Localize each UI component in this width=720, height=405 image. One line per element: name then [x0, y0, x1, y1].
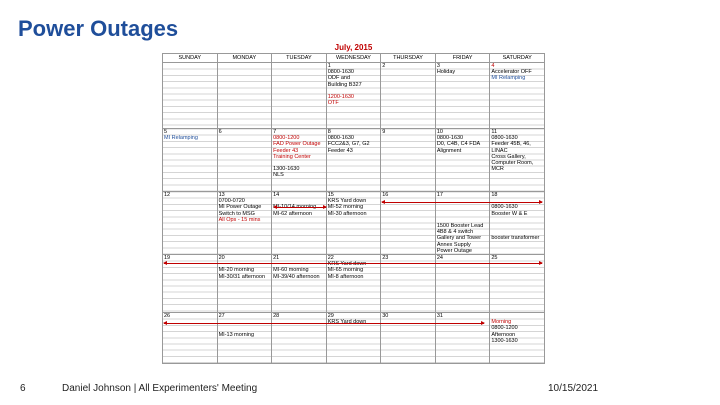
calendar-event: MI-39/40 afternoon	[273, 273, 320, 280]
week-row	[163, 63, 545, 129]
day-cell	[272, 192, 327, 255]
day-number: 22	[327, 255, 334, 262]
day-number: 10	[436, 129, 443, 135]
calendar-event: KRS Yard down	[327, 198, 367, 205]
day-header: MONDAY	[217, 54, 272, 63]
day-header: WEDNESDAY	[326, 54, 381, 63]
calendar-event: 1300-1630	[273, 166, 300, 173]
day-cell	[217, 192, 272, 255]
calendar-event: Training Center	[273, 153, 311, 160]
calendar-event: 0800-1630	[436, 135, 464, 142]
footer-date: 10/15/2021	[548, 383, 599, 394]
week-row	[163, 129, 545, 192]
day-cell	[163, 129, 218, 192]
calendar-event: Accelerator OFF	[491, 69, 532, 76]
calendar-event: NLS	[273, 172, 284, 179]
calendar-event: Booster W & E	[491, 210, 528, 217]
calendar-event: 0700-0720	[218, 198, 245, 205]
day-number: 23	[382, 255, 389, 262]
calendar-event: MI-30 afternoon	[327, 210, 367, 217]
day-cell	[381, 129, 436, 192]
calendar-event: Morning	[491, 319, 512, 326]
day-cell	[490, 192, 545, 255]
day-cell	[381, 192, 436, 255]
calendar-event: KRS Yard down	[327, 261, 367, 268]
calendar-event: KRS Yard down	[327, 319, 367, 326]
day-cell	[163, 313, 218, 364]
calendar-event: Afternoon	[491, 331, 516, 338]
day-cell	[381, 63, 436, 129]
outage-span-arrow	[274, 207, 326, 208]
day-header-row	[163, 54, 545, 63]
page-number: 6	[20, 383, 26, 394]
calendar-event: MI-52 morning	[327, 204, 364, 211]
calendar-event: Cross Gallery,	[491, 153, 526, 160]
day-header: TUESDAY	[272, 54, 327, 63]
day-number	[273, 63, 325, 69]
calendar-event: 0800-1200	[491, 325, 518, 332]
day-number: 20	[218, 255, 225, 262]
day-cell	[490, 313, 545, 364]
day-number: 15	[327, 192, 334, 198]
day-number: 11	[491, 129, 498, 135]
calendar-event: MI-60 morning	[273, 267, 309, 274]
calendar-event: MI Power Outage	[218, 204, 262, 211]
day-number: 13	[218, 192, 225, 198]
day-number: 28	[273, 313, 280, 320]
calendar-event: MCR	[491, 166, 504, 173]
day-number: 1	[327, 63, 331, 69]
day-header: THURSDAY	[381, 54, 436, 63]
day-number: 3	[436, 63, 440, 69]
day-cell	[163, 192, 218, 255]
calendar-event: 1300-1630	[491, 337, 518, 344]
day-header: FRIDAY	[435, 54, 490, 63]
day-cell	[326, 63, 381, 129]
outage-span-arrow	[164, 263, 542, 264]
calendar-event: MI-62 afternoon	[273, 210, 312, 217]
calendar-event: 0800-1630	[327, 69, 354, 76]
calendar-event: Computer Room,	[491, 160, 534, 167]
calendar-event: MI-30/31 afternoon	[218, 273, 266, 280]
footer-presenter: Daniel Johnson | All Experimenters' Meeting	[62, 383, 258, 394]
day-cell	[490, 129, 545, 192]
day-cell	[326, 129, 381, 192]
calendar-event: All Ops - 15 mins	[218, 216, 261, 223]
day-number: 25	[491, 255, 498, 262]
day-number: 26	[164, 313, 171, 320]
calendar-event: FCC2&3, G7, G2	[327, 141, 370, 148]
calendar-event: Gallery and Tower Annex Supply	[436, 235, 482, 248]
day-cell	[272, 129, 327, 192]
calendar-event: MI-8 afternoon	[327, 273, 364, 280]
outage-span-arrow	[382, 202, 542, 203]
page-title: Power Outages	[18, 16, 179, 41]
day-number: 14	[273, 192, 280, 198]
day-cell	[435, 192, 490, 255]
calendar-event: MI-13 morning	[218, 331, 255, 338]
day-number: 19	[164, 255, 171, 262]
calendar-event: MI Relamping	[164, 135, 198, 142]
calendar-event: ODF and	[327, 75, 351, 82]
calendar-event: Alignment	[436, 147, 462, 154]
calendar-event: Building B327	[327, 81, 362, 88]
calendar-event: 0800-1630	[327, 135, 354, 142]
calendar-event: 0800-1630	[491, 135, 518, 142]
calendar-event: 0800-1200	[273, 135, 300, 142]
day-number: 30	[382, 313, 389, 320]
calendar-event: Feeder 45B, 46, LINAC	[491, 141, 531, 154]
day-cell	[163, 63, 218, 129]
calendar-event: MI Relamping	[491, 75, 526, 82]
calendar-event: Feeder 43	[327, 147, 353, 154]
calendar-event: D0, C4B, C4 FDA	[436, 141, 481, 148]
calendar-event: Holiday	[436, 69, 456, 76]
calendar-event: MI-65 morning	[327, 267, 364, 274]
day-number	[219, 63, 271, 69]
calendar-event: OTF	[327, 100, 339, 107]
calendar-event: booster transformer	[491, 235, 540, 242]
calendar-event: FAD Power Outage	[273, 141, 321, 148]
day-number: 7	[273, 129, 277, 135]
day-number	[164, 63, 216, 69]
day-number: 12	[164, 192, 171, 198]
day-number: 17	[436, 192, 443, 198]
day-number: 18	[491, 192, 498, 198]
day-header: SATURDAY	[490, 54, 545, 63]
day-number: 24	[436, 255, 443, 262]
day-cell	[490, 63, 545, 129]
day-header: SUNDAY	[163, 54, 218, 63]
calendar-event: 0800-1630	[491, 204, 518, 211]
day-cell	[435, 129, 490, 192]
day-cell	[272, 313, 327, 364]
day-number: 6	[218, 129, 222, 135]
outage-span-arrow	[164, 323, 484, 324]
day-number: 27	[218, 313, 225, 320]
day-number: 4	[491, 63, 495, 69]
day-number: 21	[273, 255, 280, 262]
day-cell	[326, 313, 381, 364]
day-number: 9	[382, 129, 386, 135]
calendar-event: Power Outage	[436, 247, 472, 254]
week-row	[163, 313, 545, 364]
calendar-event: MI-20 morning	[218, 267, 255, 274]
day-cell	[381, 313, 436, 364]
week-row	[163, 192, 545, 255]
calendar-grid	[162, 53, 545, 364]
day-cell	[272, 63, 327, 129]
day-cell	[217, 129, 272, 192]
calendar-event: Feeder 43	[273, 147, 299, 154]
calendar-image	[162, 43, 545, 359]
calendar-month: July, 2015	[334, 43, 373, 52]
day-number: 29	[327, 313, 334, 320]
calendar-event: 1200-1630	[327, 94, 354, 101]
calendar-event: 1500 Booster Lead 4B8 & 4 switch	[436, 223, 484, 236]
day-number: 31	[436, 313, 443, 320]
day-number: 5	[164, 129, 168, 135]
day-cell	[435, 63, 490, 129]
day-number: 8	[327, 129, 331, 135]
day-cell	[217, 313, 272, 364]
day-cell	[217, 63, 272, 129]
day-number: 16	[382, 192, 389, 198]
day-cell	[326, 192, 381, 255]
day-number: 2	[382, 63, 386, 69]
calendar-event: Switch to MSG	[218, 210, 255, 217]
calendar-event: MI-10/14 morning	[273, 204, 317, 211]
